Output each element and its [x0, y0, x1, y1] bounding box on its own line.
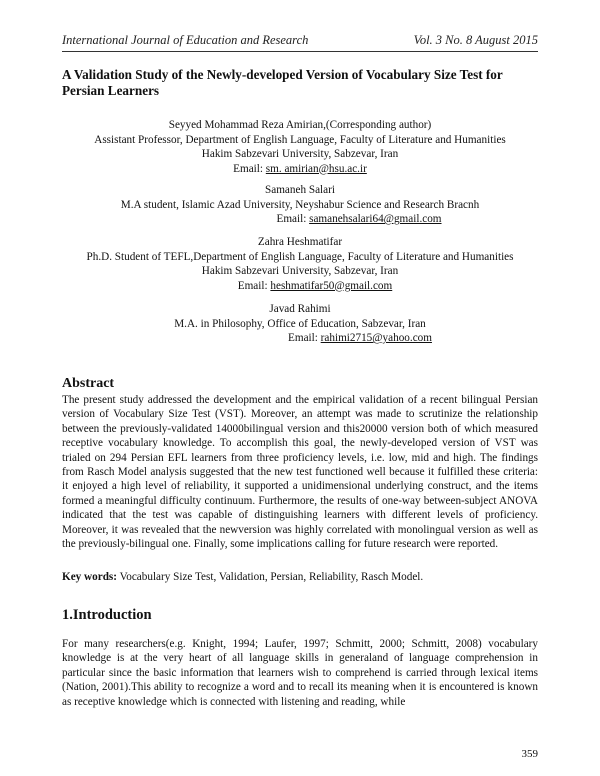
- author-block-4: [62, 302, 538, 346]
- keywords-label: Key words:: [62, 571, 117, 583]
- volume-info: Vol. 3 No. 8 August 2015: [413, 33, 538, 47]
- author-email-line: [62, 331, 538, 346]
- keywords-text: Vocabulary Size Test, Validation, Persian, Reliability, Rasch Model.: [117, 571, 424, 583]
- email-label: Email:: [288, 332, 321, 344]
- author-block-2: [62, 183, 538, 227]
- author-email-line: [62, 162, 538, 177]
- author-affiliation: M.A student, Islamic Azad University, Neyshabur Science and Research Bracnh: [120, 198, 480, 211]
- page-number: 359: [521, 748, 538, 760]
- author-affiliation: Ph.D. Student of TEFL,Department of English Language, Faculty of Literature and Humanities: [86, 250, 514, 263]
- author-name: Zahra Heshmatifar: [257, 236, 343, 248]
- paper-title: A Validation Study of the Newly-developed Version of Vocabulary Size Test for Persian Learners: [62, 67, 503, 98]
- email-label: Email:: [233, 162, 266, 175]
- abstract-heading: Abstract: [62, 376, 115, 391]
- author-affiliation: Hakim Sabzevari University, Sabzevar, Iran: [201, 148, 399, 160]
- email-label: Email:: [276, 213, 310, 225]
- email-link[interactable]: samanehsalari64@gmail.com: [309, 213, 442, 225]
- email-label: Email:: [237, 279, 271, 292]
- running-header: [62, 33, 538, 48]
- section-heading-introduction: 1.Introduction: [62, 607, 152, 623]
- author-email-line: [62, 212, 538, 227]
- email-link[interactable]: rahimi2715@yahoo.com: [320, 332, 432, 344]
- author-name: Seyyed Mohammad Reza Amirian,(Corresponding author): [168, 119, 432, 131]
- introduction-text: For many researchers(e.g. Knight, 1994; Laufer, 1997; Schmitt, 2000; Schmitt, 2008) vocabulary knowledge is at the very heart of all language skills in generaland of language comprehension in particular since the basic information that learners wish to comprehend is carried through lexical items (Nation, 2001).This ability to recognize a word and to recall its meaning when it is encountered is known as receptive knowledge which is connected with listening and reading, while: [62, 638, 538, 708]
- author-affiliation: Assistant Professor, Department of English Language, Faculty of Literature and Humanities: [94, 133, 506, 146]
- author-name: Samaneh Salari: [265, 184, 335, 196]
- author-block-3: [62, 235, 538, 293]
- journal-name: International Journal of Education and Research: [62, 33, 309, 47]
- author-affiliation: M.A. in Philosophy, Office of Education, Sabzevar, Iran: [174, 317, 426, 330]
- email-link[interactable]: heshmatifar50@gmail.com: [270, 279, 393, 292]
- author-affiliation: Hakim Sabzevari University, Sabzevar, Iran: [201, 265, 399, 277]
- header-divider: [62, 51, 538, 52]
- author-name: Javad Rahimi: [269, 303, 331, 315]
- email-link[interactable]: sm. amirian@hsu.ac.ir: [265, 162, 367, 175]
- keywords: [62, 570, 538, 584]
- author-email-line: [62, 279, 538, 294]
- author-block-1: [62, 118, 538, 176]
- abstract-text: The present study addressed the development and the empirical validation of a recent bilingual Persian version of Vocabulary Size Test (VST). Moreover, an attempt was made to scrutinize the relationship between the previously-validated 14000bilingual version and this20000 version both of which measured receptive vocabulary knowledge. To accomplish this goal, the newly-developed version of VST was trialed on 294 Persian EFL learners from three proficiency levels, i.e. low, mid and high. The findings from Rasch Model analysis suggested that the new test functioned well because it fulfilled these criteria: it enjoyed a high level of reliability, it supported a unidimensional underlying construct, and the items formed a meaningful difficulty continuum. Furthermore, the results of one-way between-subject ANOVA indicated that the test was capable of distinguishing learners with different levels of proficiency. Moreover, it was revealed that the newversion was highly correlated with monolingual version as well as the previously-bilingual one. Finally, some implications calling for future research were reported.: [62, 394, 538, 551]
